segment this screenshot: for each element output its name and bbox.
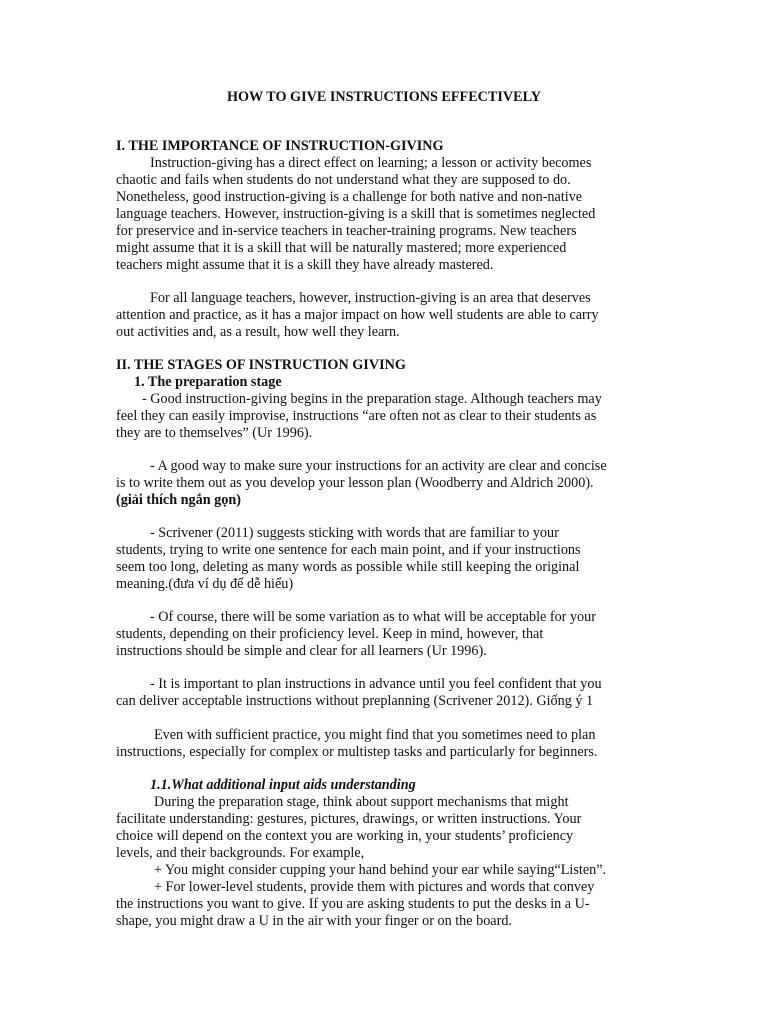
s2-b1-line-3: they are to themselves” (Ur 1996). bbox=[116, 425, 313, 441]
s2-aids-line-2: facilitate understanding: gestures, pictures, drawings, or written instructions. Your bbox=[116, 811, 582, 827]
s2-b1-line-1: - Good instruction-giving begins in the preparation stage. Although teachers may bbox=[142, 391, 602, 407]
s2-practice-line-1: Even with sufficient practice, you might find that you sometimes need to plan bbox=[154, 727, 596, 743]
s2-b2-line-1: - A good way to make sure your instructions for an activity are clear and concise bbox=[150, 458, 607, 474]
s1-p1-line-3: Nonetheless, good instruction-giving is a challenge for both native and non-native bbox=[116, 189, 583, 205]
s1-p1-line-7: teachers might assume that it is a skill they have already mastered. bbox=[116, 257, 494, 273]
s2-b3-line-3: seem too long, deleting as many words as possible while still keeping the original bbox=[116, 559, 580, 575]
section-1-heading: I. THE IMPORTANCE OF INSTRUCTION-GIVING bbox=[116, 138, 444, 154]
s1-p2-line-1: For all language teachers, however, instruction-giving is an area that deserves bbox=[150, 290, 591, 306]
subsection-1-1-heading: 1.1.What additional input aids understanding bbox=[150, 777, 416, 793]
s2-b4-line-3: instructions should be simple and clear for all learners (Ur 1996). bbox=[116, 643, 487, 659]
s1-p1-line-5: for preservice and in-service teachers in teacher-training programs. New teachers bbox=[116, 223, 577, 239]
s2-plus-2-line-2: the instructions you want to give. If you are asking students to put the desks in a U- bbox=[116, 896, 590, 912]
s1-p2-line-3: out activities and, as a result, how well they learn. bbox=[116, 324, 400, 340]
s1-p1-line-2: chaotic and fails when students do not understand what they are supposed to do. bbox=[116, 172, 571, 188]
section-2-heading: II. THE STAGES OF INSTRUCTION GIVING bbox=[116, 357, 406, 373]
s1-p1-line-6: might assume that it is a skill that will be naturally mastered; more experienced bbox=[116, 240, 567, 256]
s2-plus-2-line-3: shape, you might draw a U in the air with your finger or on the board. bbox=[116, 913, 512, 929]
subsection-1-heading: 1. The preparation stage bbox=[134, 374, 282, 390]
s2-aids-line-3: choice will depend on the context you are working in, your students’ proficiency bbox=[116, 828, 574, 844]
s2-b5-line-1: - It is important to plan instructions in advance until you feel confident that you bbox=[150, 676, 602, 692]
s2-plus-1: + You might consider cupping your hand behind your ear while saying“Listen”. bbox=[154, 862, 607, 878]
s2-b3-line-2: students, trying to write one sentence for each main point, and if your instructions bbox=[116, 542, 581, 558]
s2-b4-line-1: - Of course, there will be some variation as to what will be acceptable for your bbox=[150, 609, 596, 625]
s1-p1-line-1: Instruction-giving has a direct effect on learning; a lesson or activity becomes bbox=[150, 155, 592, 171]
document-title: HOW TO GIVE INSTRUCTIONS EFFECTIVELY bbox=[226, 89, 542, 105]
s1-p1-line-4: language teachers. However, instruction-giving is a skill that is sometimes neglected bbox=[116, 206, 596, 222]
s2-plus-2-line-1: + For lower-level students, provide them with pictures and words that convey bbox=[154, 879, 595, 895]
s2-b2-line-2: is to write them out as you develop your lesson plan (Woodberry and Aldrich 2000). bbox=[116, 475, 594, 491]
s2-b1-line-2: feel they can easily improvise, instructions “are often not as clear to their students as bbox=[116, 408, 597, 424]
s2-practice-line-2: instructions, especially for complex or multistep tasks and particularly for beginners. bbox=[116, 744, 598, 760]
s2-b5-line-2: can deliver acceptable instructions without preplanning (Scrivener 2012). Giống ý 1 bbox=[116, 693, 594, 709]
s2-b4-line-2: students, depending on their proficiency level. Keep in mind, however, that bbox=[116, 626, 544, 642]
s2-aids-line-4: levels, and their backgrounds. For example, bbox=[116, 845, 365, 861]
s2-b3-line-1: - Scrivener (2011) suggests sticking with words that are familiar to your bbox=[150, 525, 559, 541]
s2-b3-line-4: meaning.(đưa ví dụ để dễ hiểu) bbox=[116, 576, 294, 592]
s2-aids-line-1: During the preparation stage, think about support mechanisms that might bbox=[154, 794, 569, 810]
s1-p2-line-2: attention and practice, as it has a major impact on how well students are able to carry bbox=[116, 307, 599, 323]
s2-b2-note: (giải thích ngắn gọn) bbox=[116, 492, 241, 508]
